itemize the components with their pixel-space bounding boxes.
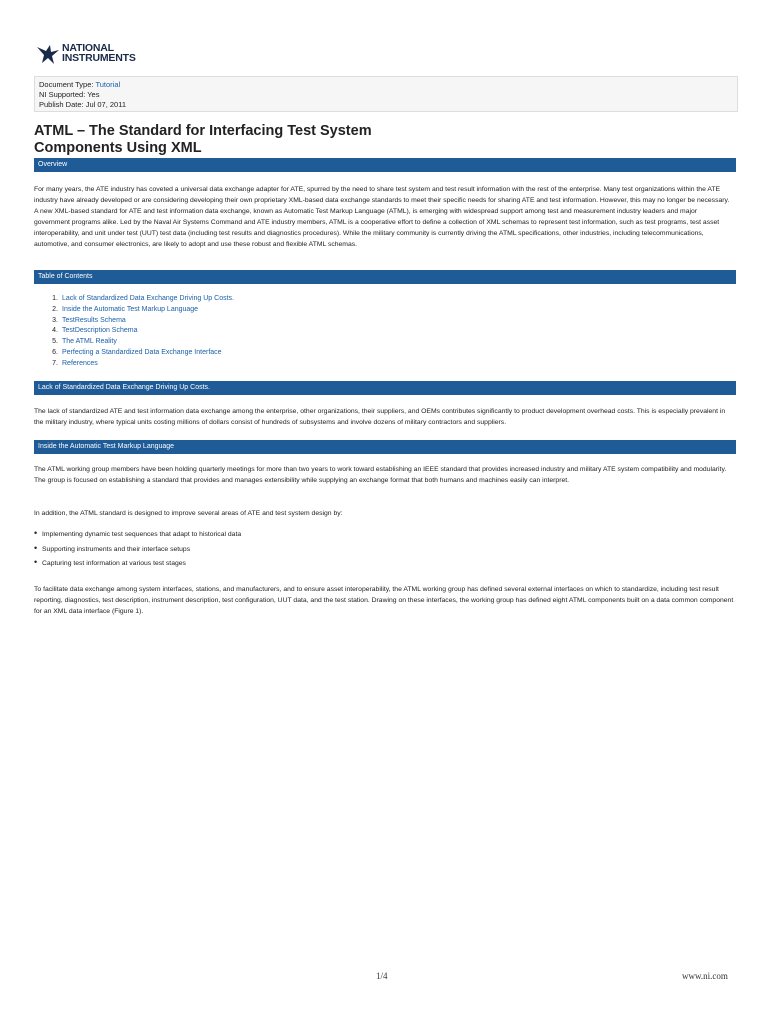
title-line-1: ATML – The Standard for Interfacing Test System [34, 123, 372, 139]
logo-text [62, 43, 136, 63]
meta-ni-supported [39, 90, 99, 99]
bullet-icon: • [34, 557, 38, 568]
toc-item[interactable]: 5. The ATML Reality [52, 338, 117, 346]
toc-item[interactable]: 7. References [52, 359, 98, 367]
section-header-inside-atml: Inside the Automatic Test Markup Language [34, 440, 736, 454]
meta-publish-date [39, 100, 126, 109]
inside-paragraph-1: The ATML working group members have been holding quarterly meetings for more than two years to work toward establishing an IEEE standard that provides increased industry and military ATE system compatibility and modularity. The group is focused on establishing a standard that provides and manages extensibility while supplying an exchange format that both humans and machines easily can interpret. [34, 466, 727, 484]
section-header-overview: Overview [34, 158, 736, 172]
title-line-2: Components Using XML [34, 140, 202, 156]
meta-doc-type-label: Document Type: [39, 80, 94, 89]
bullet-icon: • [34, 528, 38, 538]
toc-link[interactable]: Lack of Standardized Data Exchange Driving Up Costs. [62, 295, 234, 302]
footer-url[interactable]: www.ni.com [682, 971, 728, 981]
bullet-icon: • [34, 542, 38, 553]
toc-item[interactable]: 3. TestResults Schema [52, 316, 126, 324]
logo-line-1: NATIONAL [62, 42, 114, 54]
improvement-bullet-list [34, 527, 241, 571]
logo-line-2: INSTRUMENTS [62, 52, 136, 64]
list-item: • Implementing dynamic test sequences that adapt to historical data [34, 527, 241, 542]
list-item: • Supporting instruments and their interface setups [34, 542, 241, 557]
inside-paragraph-3: To facilitate data exchange among system interfaces, stations, and manufacturers, and to ensure asset interoperability, the ATML working group has defined several external interfaces on which to standardize, including test result reporting, diagnostics, test description, instrument description, test configuration, UUT data, and the test station. Drawing on these interfaces, the working group has defined eight ATML components built on a data common component for an XML data interface (Figure 1). [34, 586, 734, 615]
meta-ni-supported-value: Yes [87, 90, 100, 99]
toc-link[interactable]: The ATML Reality [62, 338, 117, 346]
section-header-table-of-contents: Table of Contents [34, 270, 736, 284]
eagle-logo-icon [36, 42, 60, 66]
toc-link[interactable]: TestDescription Schema [62, 327, 138, 335]
toc-link[interactable]: Inside the Automatic Test Markup Language [62, 305, 199, 313]
document-meta-box [34, 76, 738, 112]
meta-publish-date-label: Publish Date: [39, 100, 84, 109]
toc-link[interactable]: References [62, 359, 98, 367]
toc-item[interactable]: 6. Perfecting a Standardized Data Exchange Interface [52, 348, 222, 356]
meta-doc-type [39, 80, 120, 89]
lack-paragraph: The lack of standardized ATE and test information data exchange among the enterprise, other organizations, their suppliers, and OEMs contributes significantly to product development overhead costs. This is especially prevalent in the military industry, where typical units costing millions of dollars consist of hundreds of subsystems and involve dozens of military contractors and suppliers. [34, 408, 726, 426]
inside-paragraph-2: In addition, the ATML standard is designed to improve several areas of ATE and test system design by: [34, 510, 343, 517]
toc-item[interactable]: 2. Inside the Automatic Test Markup Language [52, 305, 199, 313]
overview-paragraph: For many years, the ATE industry has coveted a universal data exchange adapter for ATE, spurred by the need to share test system and test result information with the rest of the enterprise. Many test organizations within the ATE industry have already developed or are considering developing their own proprietary XML-based data exchange standards to meet their specific needs for sharing ATE and test information. However, this may no longer be necessary. A new XML-based standard for ATE and test information data exchange, known as Automatic Test Markup Language (ATML), is emerging with widespread support among test and measurement industry leaders and major government programs alike. Led by the Naval Air Systems Command and ATE industry members, ATML is a cooperative effort to define a collection of XML schemas to represent test information, such as test programs, test asset interoperability, and unit under test (UUT) test data (including test results and diagnostics procedures). While the military community is currently driving the ATML specifications, other industries, including telecommunications, automotive, and consumer electronics, are likely to adopt and use these robust and flexible ATML schemas. [34, 186, 730, 248]
list-item: • Capturing test information at various test stages [34, 556, 241, 571]
meta-doc-type-link[interactable]: Tutorial [95, 80, 121, 89]
toc-item[interactable]: 4. TestDescription Schema [52, 327, 138, 335]
section-header-lack-of-standardized: Lack of Standardized Data Exchange Driving Up Costs. [34, 381, 736, 395]
toc-link[interactable]: TestResults Schema [62, 316, 126, 324]
toc-link[interactable]: Perfecting a Standardized Data Exchange Interface [62, 348, 222, 356]
meta-ni-supported-label: NI Supported: [39, 90, 86, 99]
table-of-contents [44, 294, 234, 370]
page-number: 1/4 [376, 971, 388, 981]
ni-logo [36, 40, 146, 70]
toc-item[interactable]: 1. Lack of Standardized Data Exchange Driving Up Costs. [52, 295, 234, 302]
document-title [34, 123, 734, 157]
meta-publish-date-value: Jul 07, 2011 [85, 100, 127, 109]
